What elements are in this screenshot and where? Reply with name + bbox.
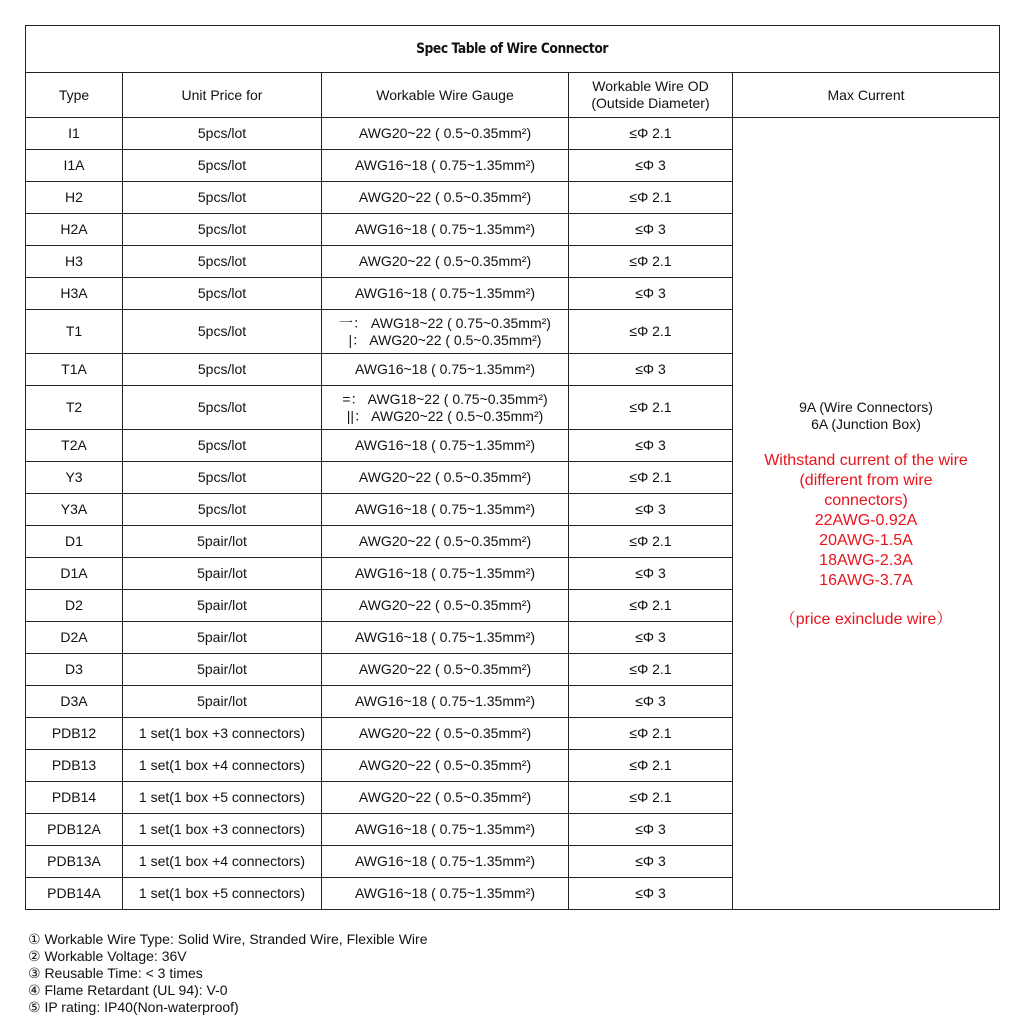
- gauge-line: AWG16~18 ( 0.75~1.35mm²): [354, 221, 535, 237]
- cell-type: PDB13A: [26, 846, 123, 878]
- cell-unit-price: 1 set(1 box +5 connectors): [123, 782, 322, 814]
- cell-type: T2: [26, 386, 123, 430]
- cell-type: H3A: [26, 278, 123, 310]
- cell-gauge: [322, 182, 569, 214]
- cell-od: ≤Φ 3: [569, 214, 733, 246]
- cell-gauge: [322, 278, 569, 310]
- cell-od: ≤Φ 3: [569, 278, 733, 310]
- cell-type: PDB14A: [26, 878, 123, 910]
- cell-gauge: [322, 310, 569, 354]
- cell-od: ≤Φ 2.1: [569, 590, 733, 622]
- cell-type: H3: [26, 246, 123, 278]
- gauge-line: AWG16~18 ( 0.75~1.35mm²): [354, 361, 535, 377]
- withstand-line: (different from wire: [799, 472, 933, 489]
- cell-unit-price: 5pair/lot: [123, 558, 322, 590]
- cell-od: ≤Φ 3: [569, 494, 733, 526]
- withstand-line: 18AWG-2.3A: [819, 552, 913, 569]
- cell-od: ≤Φ 2.1: [569, 462, 733, 494]
- cell-unit-price: 5pcs/lot: [123, 278, 322, 310]
- cell-type: H2A: [26, 214, 123, 246]
- gauge-line: AWG16~18 ( 0.75~1.35mm²): [354, 157, 535, 173]
- cell-od: ≤Φ 2.1: [569, 310, 733, 354]
- gauge-line: AWG20~22 ( 0.5~0.35mm²): [358, 757, 532, 773]
- cell-type: T1: [26, 310, 123, 354]
- cell-gauge: [322, 686, 569, 718]
- cell-od: ≤Φ 3: [569, 846, 733, 878]
- gauge-line: =： AWG18~22 ( 0.75~0.35mm²): [342, 390, 548, 407]
- cell-gauge: [322, 590, 569, 622]
- cell-type: T2A: [26, 430, 123, 462]
- gauge-line: AWG20~22 ( 0.5~0.35mm²): [358, 597, 532, 613]
- gauge-line: AWG20~22 ( 0.5~0.35mm²): [358, 533, 532, 549]
- cell-gauge: [322, 354, 569, 386]
- cell-gauge: [322, 494, 569, 526]
- cell-gauge: [322, 814, 569, 846]
- cell-od: ≤Φ 2.1: [569, 718, 733, 750]
- max-current-connectors: 9A (Wire Connectors): [799, 399, 933, 415]
- header-gauge: Workable Wire Gauge: [322, 73, 569, 118]
- cell-unit-price: 1 set(1 box +3 connectors): [123, 718, 322, 750]
- cell-gauge: [322, 878, 569, 910]
- cell-type: PDB14: [26, 782, 123, 814]
- cell-unit-price: 5pcs/lot: [123, 182, 322, 214]
- cell-gauge: [322, 782, 569, 814]
- cell-unit-price: 5pcs/lot: [123, 150, 322, 182]
- gauge-line: AWG20~22 ( 0.5~0.35mm²): [358, 725, 532, 741]
- cell-unit-price: 5pair/lot: [123, 622, 322, 654]
- cell-unit-price: 1 set(1 box +3 connectors): [123, 814, 322, 846]
- cell-type: H2: [26, 182, 123, 214]
- cell-unit-price: 5pair/lot: [123, 526, 322, 558]
- withstand-line: Withstand current of the wire: [764, 452, 968, 469]
- cell-gauge: [322, 718, 569, 750]
- cell-type: PDB12: [26, 718, 123, 750]
- cell-unit-price: 5pcs/lot: [123, 310, 322, 354]
- cell-unit-price: 5pair/lot: [123, 654, 322, 686]
- withstand-line: 22AWG-0.92A: [814, 512, 918, 529]
- gauge-line: AWG20~22 ( 0.5~0.35mm²): [358, 253, 532, 269]
- cell-max-current: [733, 118, 1000, 910]
- cell-type: D2A: [26, 622, 123, 654]
- cell-type: Y3: [26, 462, 123, 494]
- table-title: [26, 26, 1000, 73]
- note-item: ⑤ IP rating: IP40(Non-waterproof): [28, 999, 239, 1015]
- cell-gauge: [322, 750, 569, 782]
- cell-type: PDB13: [26, 750, 123, 782]
- cell-gauge: [322, 150, 569, 182]
- note-item: ④ Flame Retardant (UL 94): V-0: [28, 982, 228, 998]
- gauge-line: AWG16~18 ( 0.75~1.35mm²): [354, 629, 535, 645]
- cell-unit-price: 5pcs/lot: [123, 354, 322, 386]
- cell-od: ≤Φ 2.1: [569, 526, 733, 558]
- gauge-line: |： AWG20~22 ( 0.5~0.35mm²): [348, 331, 542, 348]
- cell-unit-price: 5pcs/lot: [123, 462, 322, 494]
- cell-od: ≤Φ 3: [569, 150, 733, 182]
- cell-od: ≤Φ 3: [569, 354, 733, 386]
- cell-od: ≤Φ 3: [569, 878, 733, 910]
- cell-od: ≤Φ 3: [569, 430, 733, 462]
- gauge-line: AWG20~22 ( 0.5~0.35mm²): [358, 661, 532, 677]
- gauge-line: AWG16~18 ( 0.75~1.35mm²): [354, 565, 535, 581]
- cell-type: D2: [26, 590, 123, 622]
- gauge-line: AWG16~18 ( 0.75~1.35mm²): [354, 693, 535, 709]
- gauge-line: AWG20~22 ( 0.5~0.35mm²): [358, 125, 532, 141]
- cell-unit-price: 5pcs/lot: [123, 246, 322, 278]
- table-title-text: Spec Table of Wire Connector: [416, 40, 609, 57]
- cell-type: I1: [26, 118, 123, 150]
- cell-type: D3A: [26, 686, 123, 718]
- cell-od: ≤Φ 3: [569, 622, 733, 654]
- cell-unit-price: 1 set(1 box +4 connectors): [123, 750, 322, 782]
- cell-unit-price: 5pcs/lot: [123, 118, 322, 150]
- header-unit-price: Unit Price for: [123, 73, 322, 118]
- table-row: [26, 118, 1000, 150]
- cell-type: D3: [26, 654, 123, 686]
- cell-gauge: [322, 622, 569, 654]
- cell-gauge: [322, 118, 569, 150]
- gauge-line: ||： AWG20~22 ( 0.5~0.35mm²): [346, 407, 544, 424]
- cell-type: D1A: [26, 558, 123, 590]
- cell-type: PDB12A: [26, 814, 123, 846]
- cell-type: T1A: [26, 354, 123, 386]
- cell-od: ≤Φ 2.1: [569, 118, 733, 150]
- gauge-line: AWG16~18 ( 0.75~1.35mm²): [354, 821, 535, 837]
- withstand-line: 20AWG-1.5A: [819, 532, 913, 549]
- cell-gauge: [322, 462, 569, 494]
- note-item: ③ Reusable Time: < 3 times: [28, 965, 203, 981]
- cell-gauge: [322, 386, 569, 430]
- cell-od: ≤Φ 3: [569, 814, 733, 846]
- cell-unit-price: 5pcs/lot: [123, 430, 322, 462]
- header-type: Type: [26, 73, 123, 118]
- cell-type: I1A: [26, 150, 123, 182]
- gauge-line: AWG16~18 ( 0.75~1.35mm²): [354, 853, 535, 869]
- note-item: ② Workable Voltage: 36V: [28, 948, 187, 964]
- gauge-line: AWG16~18 ( 0.75~1.35mm²): [354, 437, 535, 453]
- header-max-current: Max Current: [733, 73, 1000, 118]
- cell-od: ≤Φ 2.1: [569, 782, 733, 814]
- cell-unit-price: 5pcs/lot: [123, 494, 322, 526]
- gauge-line: AWG16~18 ( 0.75~1.35mm²): [354, 285, 535, 301]
- cell-gauge: [322, 654, 569, 686]
- cell-unit-price: 5pair/lot: [123, 590, 322, 622]
- cell-od: ≤Φ 2.1: [569, 654, 733, 686]
- cell-gauge: [322, 846, 569, 878]
- cell-unit-price: 1 set(1 box +4 connectors): [123, 846, 322, 878]
- notes-list: [28, 931, 428, 1016]
- cell-gauge: [322, 526, 569, 558]
- cell-gauge: [322, 246, 569, 278]
- gauge-line: AWG20~22 ( 0.5~0.35mm²): [358, 789, 532, 805]
- cell-od: ≤Φ 3: [569, 558, 733, 590]
- withstand-line: connectors): [824, 492, 908, 509]
- gauge-line: AWG20~22 ( 0.5~0.35mm²): [358, 189, 532, 205]
- cell-unit-price: 1 set(1 box +5 connectors): [123, 878, 322, 910]
- cell-od: ≤Φ 2.1: [569, 750, 733, 782]
- max-current-junction-box: 6A (Junction Box): [811, 416, 921, 432]
- cell-unit-price: 5pair/lot: [123, 686, 322, 718]
- gauge-line: 一： AWG18~22 ( 0.75~0.35mm²): [339, 314, 551, 331]
- cell-unit-price: 5pcs/lot: [123, 386, 322, 430]
- gauge-line: AWG16~18 ( 0.75~1.35mm²): [354, 501, 535, 517]
- cell-gauge: [322, 558, 569, 590]
- header-row: [26, 73, 1000, 118]
- cell-gauge: [322, 214, 569, 246]
- gauge-line: AWG20~22 ( 0.5~0.35mm²): [358, 469, 532, 485]
- withstand-current-block: [733, 451, 999, 591]
- price-note: （price exinclude wire）: [779, 611, 953, 628]
- cell-od: ≤Φ 3: [569, 686, 733, 718]
- cell-type: Y3A: [26, 494, 123, 526]
- cell-od: ≤Φ 2.1: [569, 182, 733, 214]
- cell-type: D1: [26, 526, 123, 558]
- withstand-line: 16AWG-3.7A: [819, 572, 913, 589]
- header-od-line2: (Outside Diameter): [591, 95, 710, 111]
- cell-unit-price: 5pcs/lot: [123, 214, 322, 246]
- header-od-line1: Workable Wire OD: [592, 78, 709, 94]
- cell-od: ≤Φ 2.1: [569, 246, 733, 278]
- cell-od: ≤Φ 2.1: [569, 386, 733, 430]
- cell-gauge: [322, 430, 569, 462]
- header-od: [569, 73, 733, 118]
- spec-table: [25, 25, 1000, 910]
- gauge-line: AWG16~18 ( 0.75~1.35mm²): [354, 885, 535, 901]
- note-item: ① Workable Wire Type: Solid Wire, Stranded Wire, Flexible Wire: [28, 931, 428, 947]
